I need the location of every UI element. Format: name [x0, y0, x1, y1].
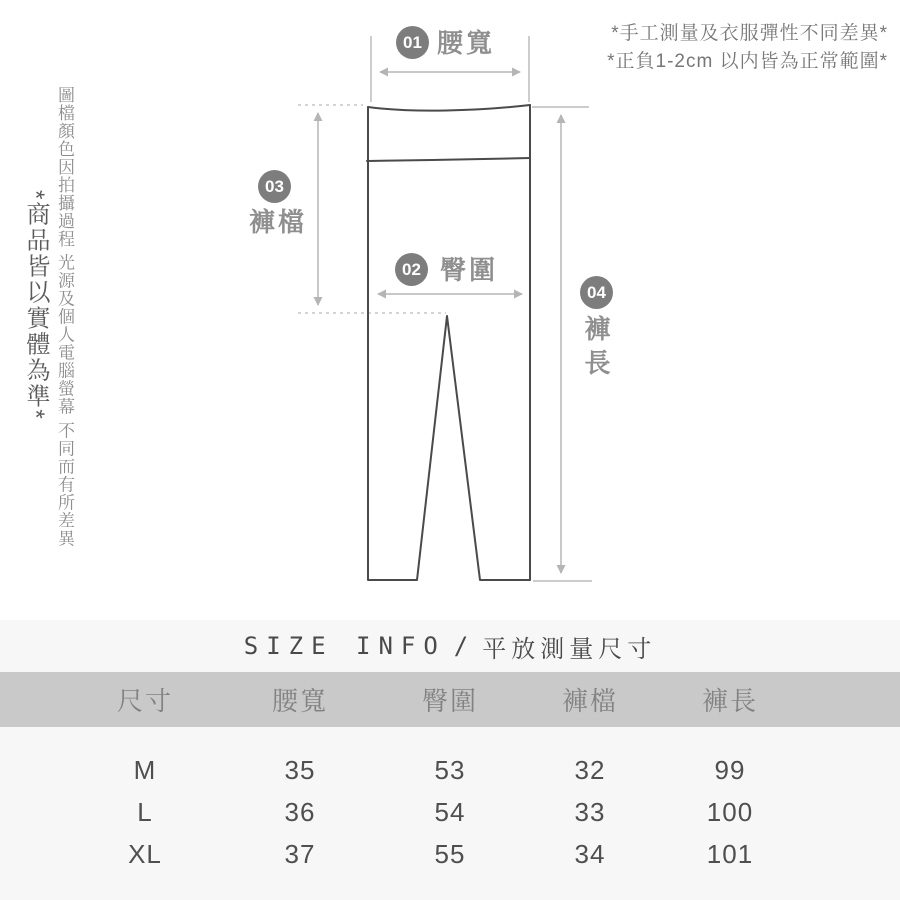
left-note-secondary: 圖檔顏色因拍攝過程 光源及個人電腦螢幕 不同而有所差異	[55, 86, 74, 548]
column-header-hip: 臀圍	[421, 686, 478, 716]
pant-length-label: 褲長	[581, 315, 611, 383]
measure-badge-03: 03	[258, 170, 291, 203]
column-header-crotch: 褲檔	[561, 686, 618, 716]
size-info-section	[0, 620, 900, 900]
size-value: XL	[128, 838, 162, 869]
crotch-value: 34	[574, 838, 606, 869]
column-header-length: 褲長	[701, 686, 758, 716]
waist-width-label: 腰寬	[437, 28, 496, 58]
hip-width-label: 臀圍	[440, 255, 499, 285]
size-info-title-en: SIZE INFO	[243, 632, 446, 660]
table-row-l	[70, 791, 900, 833]
column-header-waist: 腰寬	[271, 686, 328, 716]
left-note-primary: *商品皆以實體為準*	[22, 190, 49, 421]
size-table-body	[0, 749, 900, 875]
size-table-header	[0, 672, 900, 727]
size-info-title-zh: 平放測量尺寸	[482, 635, 657, 663]
disclaimer-line-1: *手工測量及衣服彈性不同差異*	[611, 23, 888, 44]
waist-value: 37	[284, 838, 316, 869]
crotch-value: 32	[574, 754, 606, 785]
hip-value: 53	[434, 754, 466, 785]
pants-outline-shape	[367, 105, 530, 580]
length-value: 99	[714, 754, 746, 785]
hip-value: 54	[434, 796, 466, 827]
waist-value: 35	[284, 754, 316, 785]
table-row-m	[70, 749, 900, 791]
measure-badge-02: 02	[395, 253, 428, 286]
size-info-title-divider: /	[453, 632, 469, 660]
dimension-extension-lines	[371, 36, 592, 581]
size-value: L	[137, 796, 153, 827]
measure-badge-01: 01	[396, 26, 429, 59]
measure-badge-04: 04	[580, 276, 613, 309]
hip-value: 55	[434, 838, 466, 869]
crotch-depth-label: 褲檔	[249, 207, 308, 237]
dimension-arrows	[318, 72, 561, 573]
column-header-size: 尺寸	[116, 686, 173, 716]
dashed-reference-lines	[298, 105, 446, 313]
length-value: 101	[706, 838, 754, 869]
measurement-disclaimer	[607, 20, 888, 76]
waist-value: 36	[284, 796, 316, 827]
disclaimer-line-2: *正負1-2cm 以内皆為正常範圍*	[607, 51, 888, 72]
size-info-title	[0, 620, 900, 672]
length-value: 100	[706, 796, 754, 827]
crotch-value: 33	[574, 796, 606, 827]
size-value: M	[133, 754, 157, 785]
table-row-xl	[70, 833, 900, 875]
